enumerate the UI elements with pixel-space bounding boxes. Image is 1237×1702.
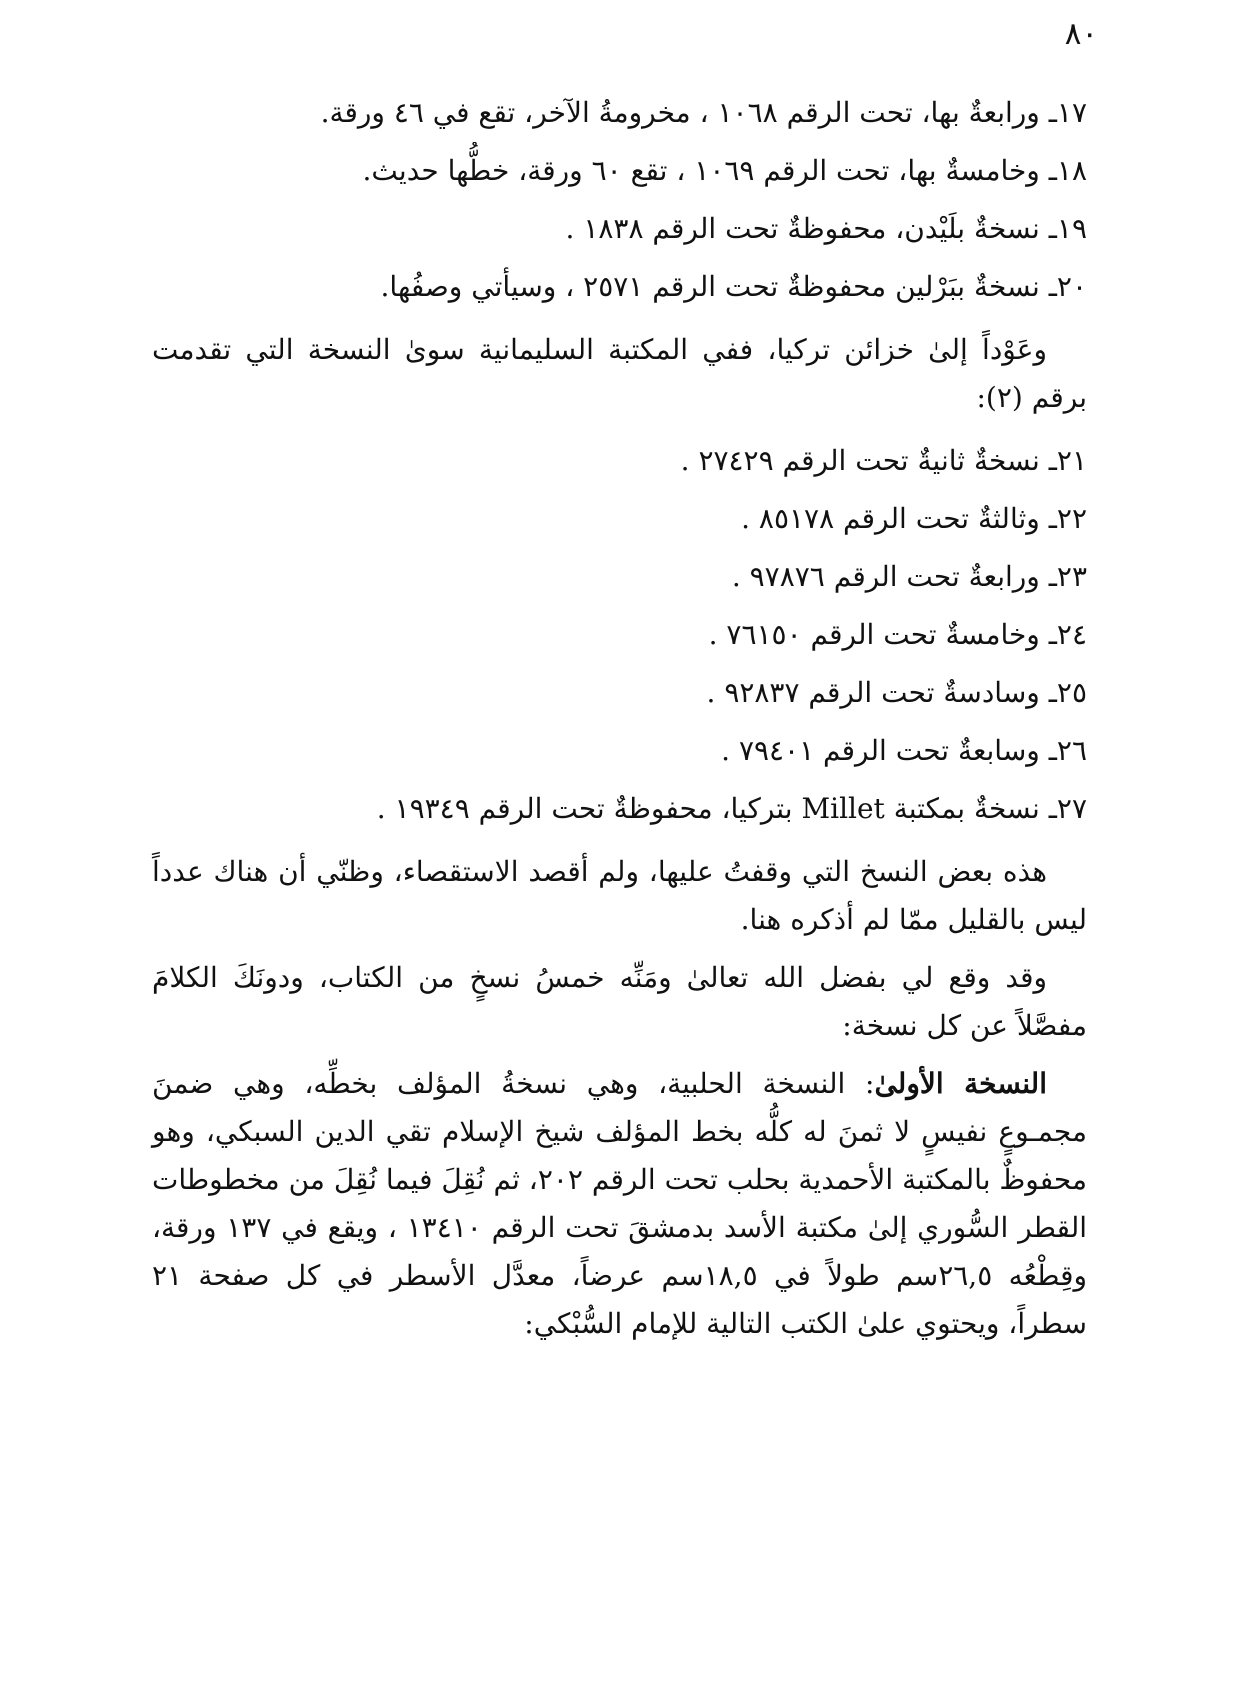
list-item-23: ٢٣ـ ورابعةٌ تحت الرقم ٩٧٨٧٦ . — [731, 560, 1087, 593]
paragraph-some-copies: هذه بعض النسخ التي وقفتُ عليها، ولم أقصد الاستقصاء، وظنّي أن هناك عدداً ليس بالقليل ممّا لم أذكره هنا. — [152, 855, 1087, 936]
library-name-latin: Millet — [801, 792, 885, 825]
list-item-27-prefix: ٢٧ـ نسخةٌ بمكتبة — [884, 792, 1087, 825]
manuscript-list-suleymaniye — [152, 432, 1087, 838]
list-item-18: ١٨ـ وخامسةٌ بها، تحت الرقم ١٠٦٩ ، تقع ٦٠ ورقة، خطُّها حديث. — [362, 154, 1087, 187]
paragraph-first-copy — [152, 1060, 1087, 1348]
paragraph-five-copies: وقد وقع لي بفضل الله تعالىٰ ومَنِّه خمسُ نسخٍ من الكتاب، ودونَكَ الكلامَ مفصَّلاً عن كل نسخة: — [152, 961, 1087, 1042]
list-item-17: ١٧ـ ورابعةٌ بها، تحت الرقم ١٠٦٨ ، مخرومةُ الآخر، تقع في ٤٦ ورقة. — [320, 96, 1087, 129]
list-item-27-suffix: بتركيا، محفوظةٌ تحت الرقم ١٩٣٤٩ . — [376, 792, 802, 825]
manuscript-list-continued — [152, 84, 1087, 316]
list-item-24: ٢٤ـ وخامسةٌ تحت الرقم ٧٦١٥٠ . — [708, 618, 1087, 651]
list-item-27 — [152, 780, 1087, 838]
page-body — [152, 84, 1087, 1358]
page-number: ٨٠ — [1064, 16, 1098, 52]
paragraph-turkey-libraries: وعَوْداً إلىٰ خزائن تركيا، ففي المكتبة السليمانية سوىٰ النسخة التي تقدمت برقم (٢): — [152, 333, 1087, 414]
first-copy-heading: النسخة الأولىٰ — [874, 1067, 1047, 1100]
list-item-19: ١٩ـ نسخةٌ بلَيْدن، محفوظةٌ تحت الرقم ١٨٣٨ . — [565, 212, 1087, 245]
list-item-21: ٢١ـ نسخةٌ ثانيةٌ تحت الرقم ٢٧٤٢٩ . — [680, 444, 1087, 477]
list-item-22: ٢٢ـ وثالثةٌ تحت الرقم ٨٥١٧٨ . — [741, 502, 1087, 535]
list-item-20: ٢٠ـ نسخةٌ ببَرْلين محفوظةٌ تحت الرقم ٢٥٧١ ، وسيأتي وصفُها. — [380, 270, 1087, 303]
list-item-25: ٢٥ـ وسادسةٌ تحت الرقم ٩٢٨٣٧ . — [706, 676, 1087, 709]
first-copy-description: : النسخة الحلبية، وهي نسخةُ المؤلف بخطِّه، وهي ضمنَ مجمـوعٍ نفيسٍ لا ثمنَ له كلُّه بخط المؤلف شيخ الإسلام تقي الدين السبكي، وهو محفوظٌ بالمكتبة الأحمدية بحلب تحت الرقم ٢٠٢، ثم نُقِلَ فيما نُقِلَ من مخطوطات القطر السُّوري إلىٰ مكتبة الأسد بدمشقَ تحت الرقم ١٣٤١٠ ، ويقع في ١٣٧ ورقة، وقِطْعُه ٢٦,٥سم طولاً في ١٨,٥سم عرضاً، معدَّل الأسطر في كل صفحة ٢١ سطراً، ويحتوي علىٰ الكتب التالية للإمام السُّبْكي: — [152, 1067, 1088, 1340]
list-item-26: ٢٦ـ وسابعةٌ تحت الرقم ٧٩٤٠١ . — [721, 734, 1087, 767]
